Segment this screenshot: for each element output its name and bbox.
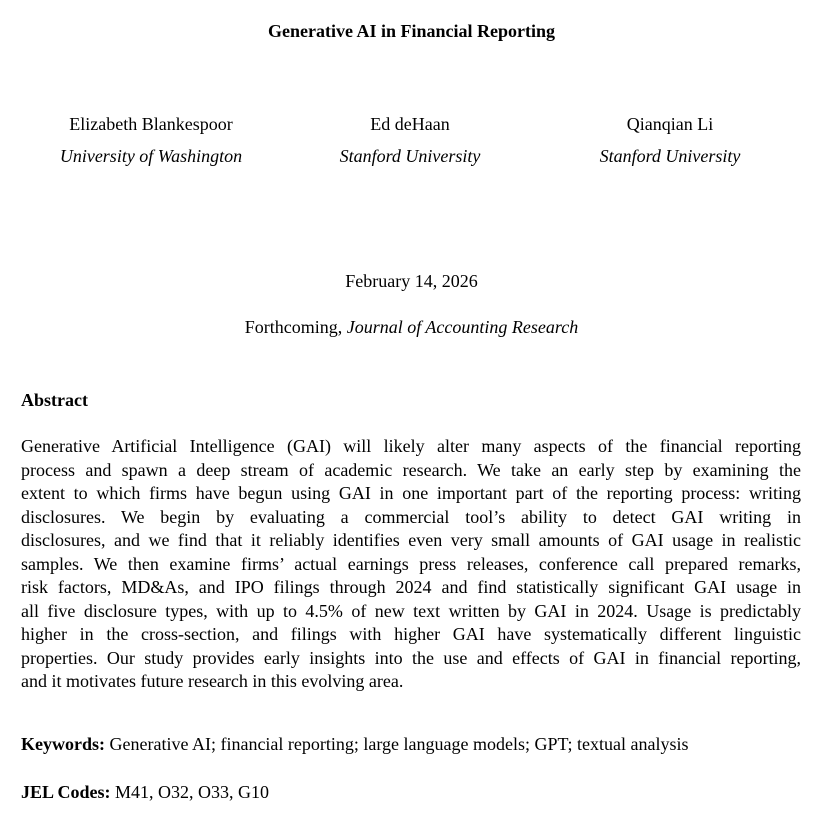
keywords-value: Generative AI; financial reporting; large language models; GPT; textual analysis: [105, 734, 689, 754]
keywords: [21, 734, 689, 755]
abstract-line: all five disclosure types, with up to 4.5% of new text written by GAI in 2024. Usage is predictably: [21, 600, 801, 621]
author-affiliation: Stanford University: [599, 146, 741, 166]
author-affiliation: University of Washington: [59, 146, 243, 166]
abstract-line: samples. We then examine firms’ actual earnings press releases, conference call prepared remarks,: [21, 553, 801, 574]
author-name: Elizabeth Blankespoor: [69, 114, 233, 134]
abstract-line: Generative Artificial Intelligence (GAI) will likely alter many aspects of the financial reporting: [21, 436, 801, 456]
abstract-line: higher in the cross-section, and filings with higher GAI have systematically different linguistic: [21, 624, 801, 644]
abstract-line: properties. Our study provides early insights into the use and effects of GAI in financial reporting,: [21, 647, 801, 668]
abstract-text: [21, 435, 801, 694]
abstract-line: process and spawn a deep stream of academic research. We take an early step by examining the: [21, 459, 801, 480]
publication-status: [0, 317, 823, 338]
abstract-line: extent to which firms have begun using GAI in one important part of the reporting process: writing: [21, 483, 801, 503]
jel-label: JEL Codes:: [21, 782, 111, 802]
paper-title: Generative AI in Financial Reporting: [268, 21, 555, 41]
abstract-line: disclosures, and we find that it reliably identifies even very small amounts of GAI usage in realistic: [21, 530, 801, 550]
author-name: Qianqian Li: [626, 114, 714, 134]
forthcoming-label: Forthcoming,: [244, 317, 347, 337]
author-name: Ed deHaan: [370, 114, 450, 134]
abstract-line: disclosures. We begin by evaluating a commercial tool’s ability to detect GAI writing in: [21, 506, 801, 527]
abstract-heading: Abstract: [21, 390, 88, 410]
jel-codes: [21, 782, 269, 803]
abstract-line: and it motivates future research in this evolving area.: [21, 671, 404, 691]
jel-value: M41, O32, O33, G10: [110, 782, 270, 802]
author-affiliation: Stanford University: [339, 146, 481, 166]
abstract-line: risk factors, MD&As, and IPO filings through 2024 and find statistically significant GAI usage in: [21, 577, 801, 597]
journal-name: Journal of Accounting Research: [346, 317, 579, 337]
date: February 14, 2026: [345, 271, 478, 291]
keywords-label: Keywords:: [21, 734, 105, 754]
